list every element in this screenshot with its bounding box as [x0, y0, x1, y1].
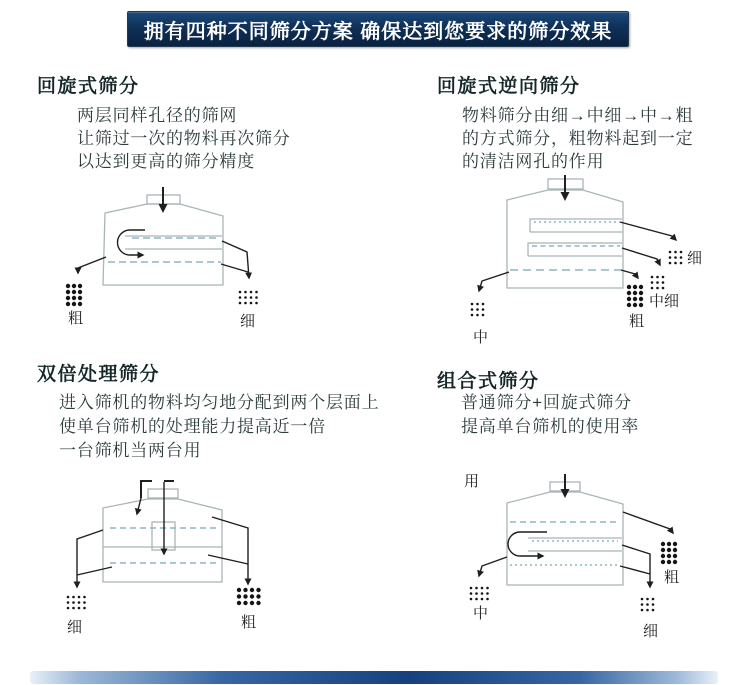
fine-out-arrow: [222, 241, 249, 278]
label-medium: 中: [473, 328, 489, 346]
fine-particles: [239, 291, 258, 305]
text-line: 以达到更高的筛分精度: [77, 152, 255, 171]
text-line: 两层同样孔径的筛网: [77, 106, 238, 125]
label-fine: 细: [240, 312, 256, 330]
u-turn-flow-arrow: [508, 532, 547, 556]
diagram-double-processing-screening: [30, 460, 330, 650]
deck-2: [528, 243, 622, 256]
text-rotary-reverse-screening: [462, 104, 693, 173]
coarse-particles: [66, 284, 82, 306]
text-line: 提高单台筛机的使用率: [461, 417, 639, 436]
diagram-combined-screening: [430, 460, 730, 660]
machine-body: [103, 204, 223, 285]
label-fine: 细: [67, 618, 83, 636]
medium-out-arrow: [479, 557, 507, 576]
text-combined-screening: [461, 391, 639, 439]
coarse-particles: [627, 285, 643, 307]
machine-body: [103, 499, 222, 582]
label-coarse: 粗: [664, 568, 680, 586]
fine-out-line: [77, 567, 112, 575]
coarse-out-arrow: [78, 257, 106, 273]
deck-2: [528, 538, 622, 551]
coarse-particles: [237, 588, 261, 605]
inlet-port: [148, 489, 178, 498]
medium-particles: [471, 303, 485, 317]
text-line: 的清洁网孔的作用: [462, 152, 605, 171]
text-line: 进入筛机的物料均匀地分配到两个层面上: [59, 393, 380, 412]
label-stray: 用: [464, 472, 480, 490]
fine-out-line: [221, 264, 248, 272]
heading-double-processing-screening: 双倍处理筛分: [37, 364, 161, 385]
title-banner: [127, 11, 629, 47]
label-coarse: 粗: [68, 309, 84, 327]
title-text: 拥有四种不同筛分方案 确保达到您要求的筛分效果: [143, 20, 613, 43]
heading-rotary-screening: 回旋式筛分: [37, 76, 140, 97]
label-medium-fine: 中细: [649, 292, 680, 310]
medium-out-arrow: [479, 272, 509, 291]
diagram-rotary-reverse-screening: [430, 175, 730, 350]
deck-1: [530, 219, 622, 232]
label-fine: 细: [687, 249, 703, 267]
upper-deck: [125, 236, 222, 249]
medium-particles: [470, 587, 489, 601]
bottom-divider-bar: [30, 671, 718, 684]
medium-fine-out-arrow: [622, 248, 660, 265]
coarse-out-arrow: [623, 512, 673, 533]
text-line: 让筛过一次的物料再次筛分: [77, 129, 291, 148]
heading-combined-screening: 组合式筛分: [437, 371, 540, 392]
text-line: 物料筛分由细→中细→中→粗: [462, 106, 694, 125]
label-coarse: 粗: [241, 613, 257, 631]
coarse-out-arrow: [212, 517, 248, 584]
text-rotary-screening: [77, 104, 291, 173]
label-coarse: 粗: [629, 312, 645, 330]
fine-particles: [641, 598, 655, 612]
label-medium: 中: [473, 604, 489, 622]
text-double-processing-screening: [59, 391, 379, 463]
text-line: 一台筛机当两台用: [59, 441, 202, 460]
medium-fine-particles: [651, 276, 665, 290]
coarse-particles: [661, 542, 677, 564]
fine-out-line: [620, 566, 650, 574]
fine-out-arrow: [622, 545, 650, 587]
label-fine: 细: [643, 622, 659, 640]
heading-rotary-reverse-screening: 回旋式逆向筛分: [437, 76, 581, 97]
text-line: 普通筛分+回旋式筛分: [461, 393, 632, 412]
u-turn-flow-arrow: [118, 230, 146, 255]
fine-particles: [669, 251, 683, 265]
text-line: 的方式筛分，粗物料起到一定: [462, 129, 694, 148]
fine-particles: [67, 596, 86, 610]
fine-out-arrow: [620, 222, 676, 240]
fine-out-arrow: [77, 530, 103, 587]
machine-body: [507, 190, 623, 288]
text-line: 使单台筛机的处理能力提高近一倍: [59, 417, 326, 436]
diagram-rotary-screening: [40, 185, 320, 345]
